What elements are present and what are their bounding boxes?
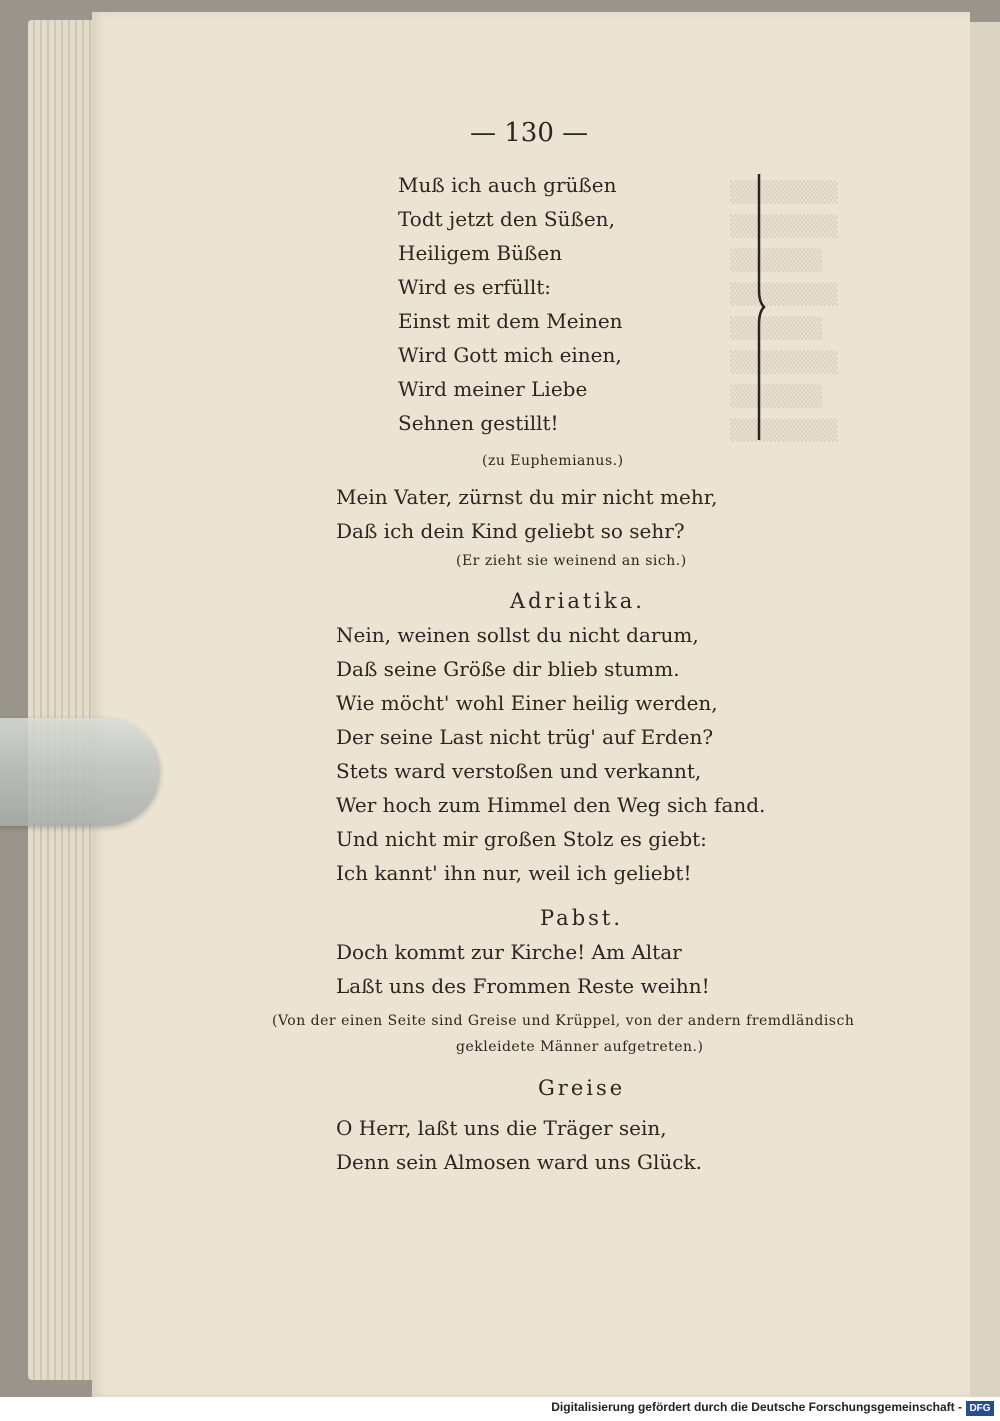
- verse-line: Und nicht mir großen Stolz es giebt:: [336, 827, 707, 851]
- speaker-name: Greise: [538, 1076, 626, 1100]
- verse-line: Sehnen gestillt!: [398, 411, 559, 435]
- verse-line: O Herr, laßt uns die Träger sein,: [336, 1116, 667, 1140]
- facing-page-edge: [968, 22, 1000, 1402]
- page-number: — 130 —: [470, 118, 589, 148]
- verse-line: Daß ich dein Kind geliebt so sehr?: [336, 519, 685, 543]
- verse-line: Daß seine Größe dir blieb stumm.: [336, 657, 680, 681]
- page-clip: [0, 718, 160, 826]
- show-through-text: ▒▒▒▒▒▒▒ ▒▒▒▒▒▒▒ ▒▒▒▒▒▒ ▒▒▒▒▒▒▒ ▒▒▒▒▒▒ ▒▒▒▒▒▒▒ ▒▒▒▒▒▒ ▒▒▒▒▒▒▒: [730, 180, 838, 442]
- verse-line: Stets ward verstoßen und verkannt,: [336, 759, 702, 783]
- verse-line: Doch kommt zur Kirche! Am Altar: [336, 940, 682, 964]
- verse-line: Mein Vater, zürnst du mir nicht mehr,: [336, 485, 718, 509]
- verse-line: Todt jetzt den Süßen,: [398, 207, 615, 231]
- verse-line: Wird Gott mich einen,: [398, 343, 622, 367]
- stage-direction: (zu Euphemianus.): [482, 453, 624, 469]
- verse-line: Wer hoch zum Himmel den Weg sich fand.: [336, 793, 766, 817]
- speaker-name: Pabst.: [540, 906, 624, 930]
- verse-line: Heiligem Büßen: [398, 241, 563, 265]
- verse-line: Der seine Last nicht trüg' auf Erden?: [336, 725, 714, 749]
- dfg-logo: DFG: [966, 1401, 994, 1416]
- verse-line: Wie möcht' wohl Einer heilig werden,: [336, 691, 718, 715]
- curly-brace: [756, 172, 766, 442]
- verse-line: Wird es erfüllt:: [398, 275, 552, 299]
- funding-notice: Digitalisierung gefördert durch die Deutsche Forschungsgemeinschaft -: [551, 1400, 962, 1414]
- stage-direction: (Von der einen Seite sind Greise und Krüppel, von der andern fremdländisch: [272, 1013, 855, 1029]
- verse-line: Laßt uns des Frommen Reste weihn!: [336, 974, 710, 998]
- verse-line: Ich kannt' ihn nur, weil ich geliebt!: [336, 861, 692, 885]
- footer-bar: [0, 1397, 1000, 1421]
- verse-line: Einst mit dem Meinen: [398, 309, 623, 333]
- stage-direction: (Er zieht sie weinend an sich.): [456, 553, 687, 569]
- speaker-name: Adriatika.: [510, 589, 645, 613]
- verse-line: Nein, weinen sollst du nicht darum,: [336, 623, 699, 647]
- stage-direction: gekleidete Männer aufgetreten.): [456, 1039, 704, 1055]
- verse-line: Muß ich auch grüßen: [398, 173, 617, 197]
- verse-line: Denn sein Almosen ward uns Glück.: [336, 1150, 702, 1174]
- verse-line: Wird meiner Liebe: [398, 377, 588, 401]
